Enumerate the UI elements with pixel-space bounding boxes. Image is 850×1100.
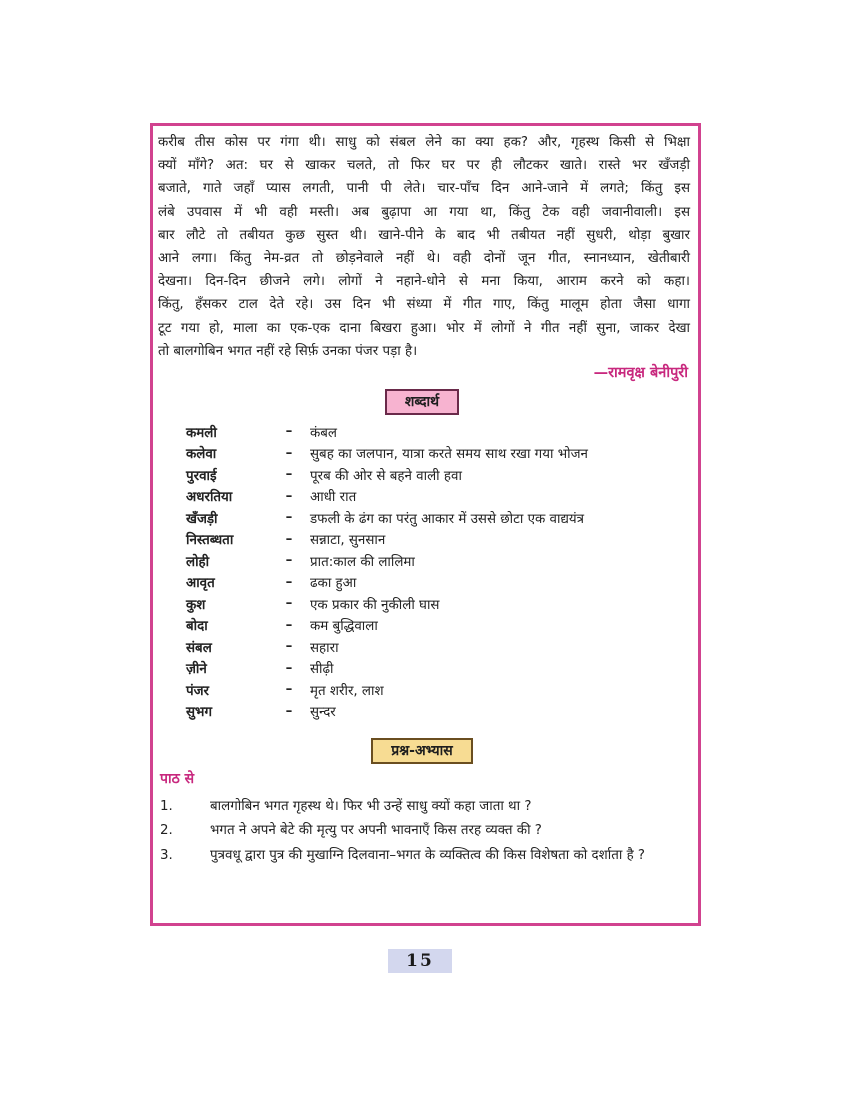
glossary-dash: –	[285, 424, 293, 440]
glossary-dash: –	[285, 639, 293, 655]
glossary-meaning: कंबल	[310, 425, 338, 441]
glossary-meaning: आधी रात	[310, 490, 357, 506]
glossary-word: बोदा	[186, 619, 208, 635]
glossary-list	[186, 421, 676, 722]
glossary-row	[186, 507, 676, 529]
glossary-word: पंजर	[186, 683, 210, 699]
glossary-meaning: सन्नाटा, सुनसान	[310, 533, 386, 549]
glossary-meaning: मृत शरीर, लाश	[310, 683, 384, 699]
glossary-meaning: एक प्रकार की नुकीली घास	[310, 597, 440, 613]
question-number: 3.	[160, 847, 173, 863]
glossary-dash: –	[285, 488, 293, 504]
glossary-meaning: सुबह का जलपान, यात्रा करते समय साथ रखा गया भोजन	[310, 447, 588, 463]
glossary-dash: –	[285, 467, 293, 483]
question-number: 1.	[160, 799, 173, 814]
shabdarth-heading: शब्दार्थ	[385, 389, 459, 415]
glossary-row	[186, 464, 676, 486]
glossary-row	[186, 593, 676, 615]
glossary-dash: –	[285, 596, 293, 612]
passage-line: बजाते, गाते जहाँ प्यास लगती, पानी पी लेते। चार-पाँच दिन आने-जाने में लगते; किंतु इस	[158, 181, 690, 197]
glossary-dash: –	[285, 531, 293, 547]
glossary-row	[186, 550, 676, 572]
glossary-row	[186, 572, 676, 594]
glossary-row	[186, 701, 676, 723]
glossary-meaning: सहारा	[310, 640, 339, 656]
question-text: बालगोबिन भगत गृहस्थ थे। फिर भी उन्हें साधु क्यों कहा जाता था ?	[210, 799, 532, 814]
glossary-meaning: प्रात:काल की लालिमा	[310, 554, 415, 570]
glossary-dash: –	[285, 617, 293, 633]
glossary-word: लोही	[186, 554, 210, 570]
question-item	[160, 795, 685, 818]
passage-text	[158, 131, 690, 363]
glossary-row	[186, 529, 676, 551]
glossary-word: खँजड़ी	[186, 511, 218, 527]
glossary-dash: –	[285, 682, 293, 698]
glossary-word: संबल	[186, 640, 212, 656]
question-list	[160, 795, 685, 868]
passage-line: बार लौटे तो तबीयत कुछ सुस्त थी। खाने-पीने के बाद भी तबीयत नहीं सुधरी, थोड़ा बुखार	[158, 227, 690, 243]
glossary-dash: –	[285, 510, 293, 526]
glossary-meaning: ढका हुआ	[310, 576, 357, 592]
question-number: 2.	[160, 823, 173, 839]
glossary-dash: –	[285, 574, 293, 590]
passage-line: क्यों माँगे? अत: घर से खाकर चलते, तो फिर घर पर ही लौटकर खाते। रास्ते भर खँजड़ी	[158, 158, 690, 174]
section-title: पाठ से	[160, 771, 195, 787]
glossary-word: सुभग	[186, 705, 213, 721]
glossary-word: कलेवा	[186, 447, 217, 463]
passage-line: आने लगा। किंतु नेम-व्रत तो छोड़नेवाले नहीं थे। वही दोनों जून गीत, स्नानध्यान, खेतीबारी	[158, 251, 690, 267]
glossary-meaning: सीढ़ी	[310, 662, 334, 678]
question-item	[160, 844, 685, 867]
glossary-meaning: कम बुद्धिवाला	[310, 619, 378, 635]
author-credit: —रामवृक्ष बेनीपुरी	[593, 365, 688, 381]
glossary-word: कमली	[186, 425, 217, 441]
passage-line: करीब तीस कोस पर गंगा थी। साधु को संबल लेने का क्या हक? और, गृहस्थ किसी से भिक्षा	[158, 135, 690, 150]
glossary-row	[186, 421, 676, 443]
glossary-meaning: सुन्दर	[310, 705, 336, 721]
glossary-word: ज़ीने	[186, 662, 207, 678]
passage-line: तो बालगोबिन भगत नहीं रहे सिर्फ़ उनका पंजर पड़ा है।	[158, 343, 418, 359]
glossary-row	[186, 443, 676, 465]
passage-line: टूट गया हो, माला का एक-एक दाना बिखरा हुआ। भोर में लोगों ने गीत नहीं सुना, जाकर देखा	[158, 320, 690, 336]
glossary-row	[186, 486, 676, 508]
passage-line: किंतु, हँसकर टाल देते रहे। उस दिन भी संध्या में गीत गाए, किंतु मालूम होता जैसा धागा	[158, 297, 690, 313]
glossary-word: अधरतिया	[186, 490, 233, 506]
glossary-meaning: पूरब की ओर से बहने वाली हवा	[310, 468, 462, 484]
question-item	[160, 819, 685, 842]
prashn-abhyas-heading: प्रश्न-अभ्यास	[371, 738, 473, 764]
question-text: भगत ने अपने बेटे की मृत्यु पर अपनी भावनाएँ किस तरह व्यक्त की ?	[210, 823, 542, 839]
glossary-word: कुश	[186, 597, 206, 613]
glossary-word: पुरवाई	[186, 468, 217, 484]
page-number: 15	[388, 949, 452, 973]
passage-line: लंबे उपवास में भी वही मस्ती। अब बुढ़ापा आ गया था, किंतु टेक वही जवानीवाली। इस	[158, 204, 690, 220]
glossary-row	[186, 658, 676, 680]
glossary-word: निस्तब्धता	[186, 533, 234, 549]
glossary-row	[186, 636, 676, 658]
glossary-dash: –	[285, 703, 293, 719]
glossary-row	[186, 679, 676, 701]
glossary-dash: –	[285, 445, 293, 461]
glossary-row	[186, 615, 676, 637]
glossary-word: आवृत	[186, 576, 215, 592]
glossary-meaning: डफली के ढंग का परंतु आकार में उससे छोटा एक वाद्ययंत्र	[310, 511, 585, 527]
passage-line: देखना। दिन-दिन छीजने लगे। लोगों ने नहाने-धोने से मना किया, आराम करने को कहा।	[158, 274, 690, 290]
glossary-dash: –	[285, 660, 293, 676]
question-text: पुत्रवधू द्वारा पुत्र की मुखाग्नि दिलवाना–भगत के व्यक्तित्व की किस विशेषता को दर्शाता है ?	[210, 847, 646, 863]
glossary-dash: –	[285, 553, 293, 569]
